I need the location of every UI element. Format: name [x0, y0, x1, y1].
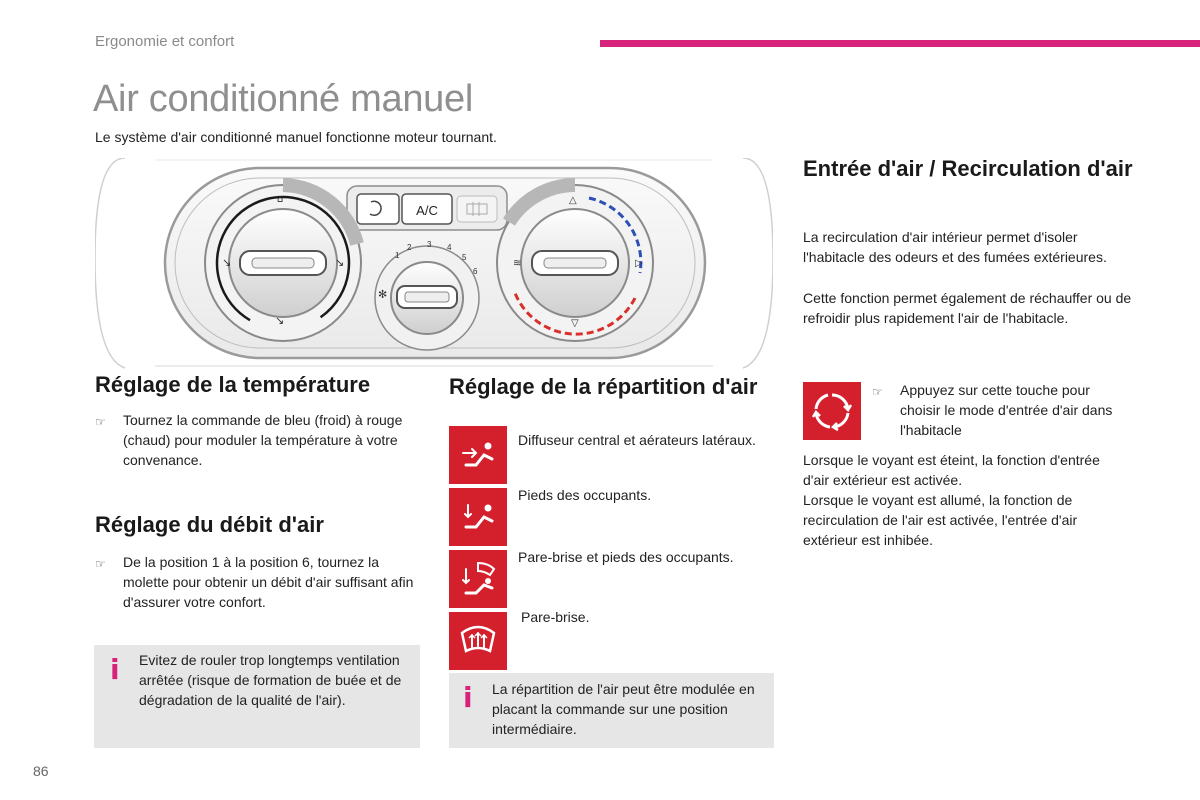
- pointing-hand-icon: ☞: [95, 415, 106, 429]
- face-vents-icon: [458, 435, 498, 475]
- recirculation-bullet-text: Appuyez sur cette touche pour choisir le mode d'entrée d'air dans l'habitacle: [900, 382, 1113, 439]
- svg-text:↘: ↘: [335, 256, 345, 269]
- svg-text:4: 4: [447, 243, 452, 252]
- intro-text: Le système d'air conditionné manuel fonctionne moteur tournant.: [95, 129, 497, 145]
- svg-text:5: 5: [462, 253, 467, 262]
- section-accent-bar: [600, 40, 1200, 47]
- recirculation-para1: La recirculation d'air intérieur permet d'isoler l'habitacle des odeurs et des fumées extérieures.: [803, 229, 1107, 266]
- distribution-tile-windscreen-feet: [449, 550, 507, 608]
- feet-vent-icon: [458, 497, 498, 537]
- ac-button-label: A/C: [416, 203, 438, 218]
- temperature-heading: Réglage de la température: [95, 372, 371, 397]
- recirculation-para3: Lorsque le voyant est éteint, la fonction d'entrée d'air extérieur est activée.: [803, 452, 1100, 489]
- recirculation-tile: [803, 382, 861, 440]
- page-number: 86: [33, 763, 49, 779]
- pointing-hand-icon: ☞: [872, 385, 883, 399]
- svg-text:✻: ✻: [378, 288, 388, 301]
- recirculation-para2: Cette fonction permet également de réchauffer ou de refroidir plus rapidement l'air de l'habitacle.: [803, 290, 1132, 327]
- info-icon: i: [463, 681, 473, 714]
- temperature-bullet-text: Tournez la commande de bleu (froid) à rouge (chaud) pour moduler la température à votre convenance.: [123, 412, 403, 469]
- svg-text:2: 2: [407, 243, 412, 252]
- flow-bullet: [95, 552, 420, 613]
- distribution-tile-feet: [449, 488, 507, 546]
- windscreen-demist-icon: [458, 621, 498, 661]
- svg-text:△: △: [569, 195, 577, 206]
- distribution-tile-face: [449, 426, 507, 484]
- info-note-distribution-text: La répartition de l'air peut être modulée en placant la commande sur une position intermédiaire.: [492, 681, 755, 738]
- recirculation-bullet: [872, 380, 1132, 441]
- distribution-label-face: Diffuseur central et aérateurs latéraux.: [518, 432, 756, 448]
- info-icon: i: [110, 653, 120, 686]
- svg-text:6: 6: [473, 267, 478, 276]
- flow-heading: Réglage du débit d'air: [95, 512, 324, 537]
- svg-text:↘: ↘: [222, 256, 232, 269]
- distribution-label-windscreen-feet: Pare-brise et pieds des occupants.: [518, 549, 734, 565]
- distribution-label-feet: Pieds des occupants.: [518, 487, 652, 503]
- recirculation-heading: Entrée d'air / Recirculation d'air: [803, 156, 1133, 181]
- distribution-heading: Réglage de la répartition d'air: [449, 374, 758, 399]
- section-label: Ergonomie et confort: [95, 33, 235, 50]
- flow-bullet-text: De la position 1 à la position 6, tournez la molette pour obtenir un débit d'air suffisant afin d'assurer votre confort.: [123, 554, 414, 611]
- svg-text:▷: ▷: [635, 258, 643, 269]
- svg-text:↘: ↘: [275, 314, 285, 327]
- recirculation-icon: [810, 389, 854, 433]
- info-note-distribution: [449, 673, 774, 748]
- svg-text:1: 1: [395, 251, 400, 260]
- svg-text:▽: ▽: [571, 318, 579, 329]
- distribution-tile-windscreen: [449, 612, 507, 670]
- recirculation-para4: Lorsque le voyant est allumé, la fonction de recirculation de l'air est activée, l'entrée d'air extérieur est inhibée.: [803, 492, 1078, 549]
- page-title: Air conditionné manuel: [93, 78, 473, 120]
- svg-text:≋: ≋: [513, 258, 522, 269]
- info-note-ventilation: [94, 645, 420, 748]
- svg-text:⌂: ⌂: [277, 194, 284, 205]
- info-note-ventilation-text: Evitez de rouler trop longtemps ventilation arrêtée (risque de formation de buée et de dégradation de la qualité de l'air).: [139, 652, 402, 709]
- svg-text:3: 3: [427, 240, 432, 249]
- windscreen-feet-icon: [458, 559, 498, 599]
- pointing-hand-icon: ☞: [95, 557, 106, 571]
- distribution-label-windscreen: Pare-brise.: [521, 609, 590, 625]
- temperature-bullet: [95, 410, 420, 471]
- control-panel-illustration: [95, 158, 773, 370]
